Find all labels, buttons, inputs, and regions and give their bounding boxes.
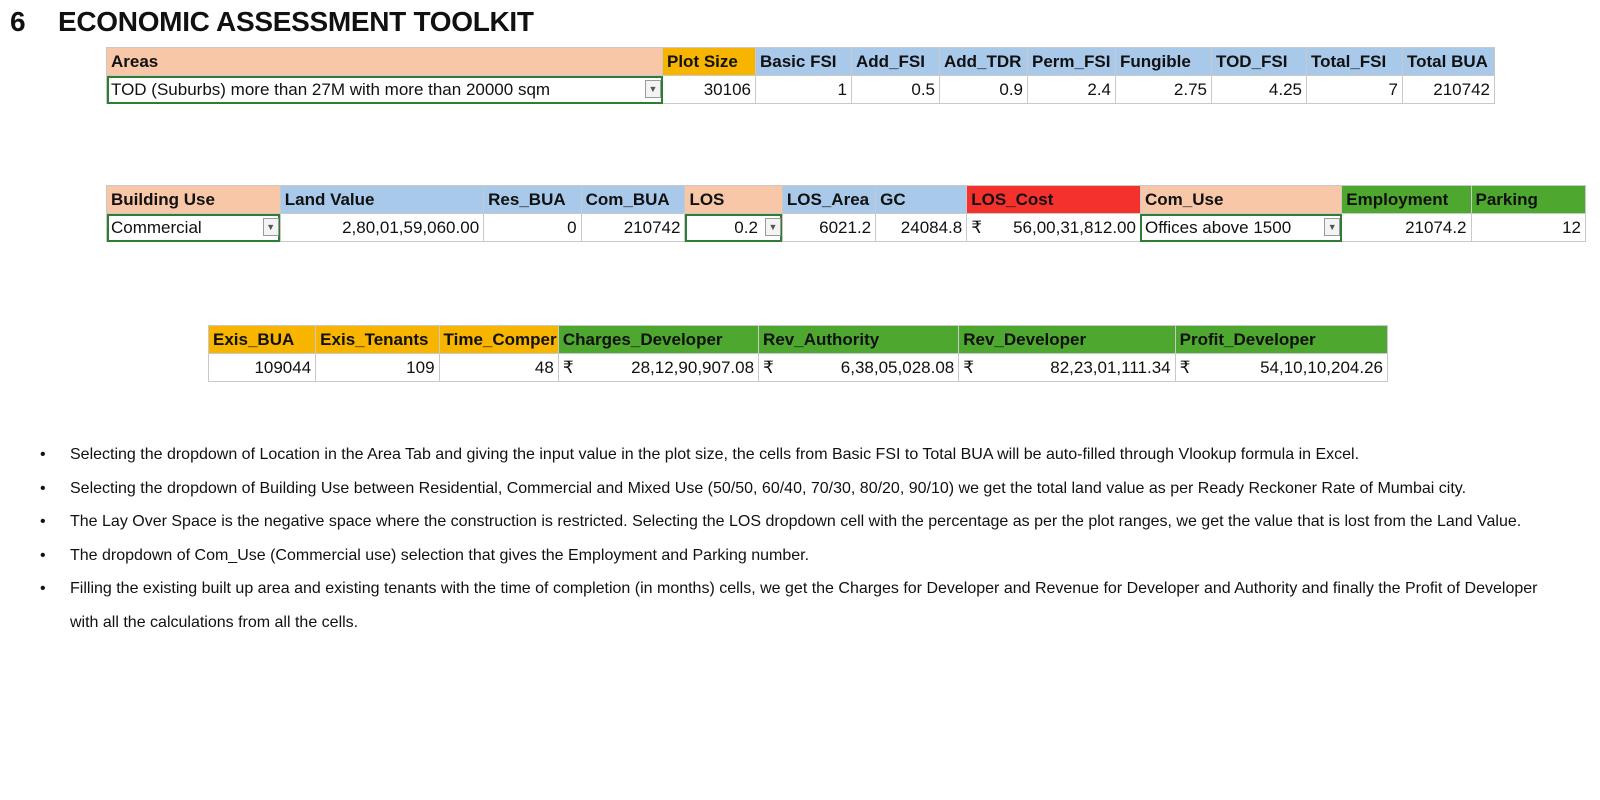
instructions-list xyxy=(40,438,1540,639)
areas-value: TOD (Suburbs) more than 27M with more than 20000 sqm xyxy=(111,79,551,99)
note-text: Selecting the dropdown of Location in the Area Tab and giving the input value in the plot size, the cells from Basic FSI to Total BUA will be auto-filled through Vlookup formula in Excel. xyxy=(70,446,1360,463)
building-use-value: Commercial xyxy=(111,217,202,237)
header-add-tdr: Add_TDR xyxy=(940,48,1028,76)
header-exis-tenants: Exis_Tenants xyxy=(316,326,439,354)
res-bua-cell: 0 xyxy=(484,214,581,242)
list-item xyxy=(40,472,1540,506)
bullet-icon: • xyxy=(40,513,46,530)
rupee-symbol: ₹ xyxy=(1179,357,1191,377)
developer-profit-table xyxy=(208,325,1388,382)
com-bua-cell: 210742 xyxy=(581,214,685,242)
los-value: 0.2 xyxy=(734,217,758,237)
section-number: 6 xyxy=(10,6,26,37)
rev-developer-value: 82,23,01,111.34 xyxy=(1050,357,1171,377)
header-exis-bua: Exis_BUA xyxy=(209,326,316,354)
list-item xyxy=(40,505,1540,539)
bullet-icon: • xyxy=(40,446,46,463)
areas-dropdown-cell[interactable] xyxy=(107,76,663,104)
los-dropdown-cell[interactable] xyxy=(685,214,782,242)
time-completion-input[interactable]: 48 xyxy=(439,354,558,382)
rupee-symbol: ₹ xyxy=(963,357,975,377)
chevron-down-icon[interactable]: ▼ xyxy=(1324,218,1340,236)
table-row xyxy=(107,214,1586,242)
tod-fsi-cell: 4.25 xyxy=(1212,76,1307,104)
header-res-bua: Res_BUA xyxy=(484,186,581,214)
header-plot-size: Plot Size xyxy=(663,48,756,76)
add-fsi-cell: 0.5 xyxy=(852,76,940,104)
header-los: LOS xyxy=(685,186,782,214)
table-row xyxy=(107,76,1495,104)
header-rev-developer: Rev_Developer xyxy=(959,326,1175,354)
header-fungible: Fungible xyxy=(1116,48,1212,76)
list-item xyxy=(40,539,1540,573)
land-value-cell: 2,80,01,59,060.00 xyxy=(280,214,483,242)
note-text: The dropdown of Com_Use (Commercial use) selection that gives the Employment and Parking number. xyxy=(70,546,810,564)
rupee-symbol: ₹ xyxy=(971,217,983,237)
header-time-completion: Time_Comper xyxy=(439,326,558,354)
list-item xyxy=(40,438,1540,472)
header-com-bua: Com_BUA xyxy=(581,186,685,214)
exis-tenants-input[interactable]: 109 xyxy=(316,354,439,382)
bullet-icon: • xyxy=(40,580,46,597)
total-bua-cell: 210742 xyxy=(1403,76,1495,104)
profit-developer-cell xyxy=(1175,354,1387,382)
chevron-down-icon[interactable]: ▼ xyxy=(765,218,781,236)
header-los-area: LOS_Area xyxy=(782,186,875,214)
los-cost-value: 56,00,31,812.00 xyxy=(1013,217,1136,237)
rev-authority-value: 6,38,05,028.08 xyxy=(840,357,955,377)
los-cost-cell xyxy=(967,214,1141,242)
fungible-cell: 2.75 xyxy=(1116,76,1212,104)
header-charges-developer: Charges_Developer xyxy=(558,326,758,354)
header-building-use: Building Use xyxy=(107,186,281,214)
com-use-value: Offices above 1500 xyxy=(1144,217,1292,237)
com-use-dropdown-cell[interactable] xyxy=(1140,214,1341,242)
note-text: Selecting the dropdown of Building Use between Residential, Commercial and Mixed Use (50/50, 60/40, 70/30, 80/20, 90/10) we get the total land value as per Ready Reckoner Rate of Mumbai city. xyxy=(70,479,1467,497)
header-total-bua: Total BUA xyxy=(1403,48,1495,76)
bullet-icon: • xyxy=(40,546,46,564)
header-tod-fsi: TOD_FSI xyxy=(1212,48,1307,76)
chevron-down-icon[interactable]: ▼ xyxy=(645,80,661,98)
chevron-down-icon[interactable]: ▼ xyxy=(263,218,279,236)
header-perm-fsi: Perm_FSI xyxy=(1028,48,1116,76)
charges-developer-value: 28,12,90,907.08 xyxy=(631,357,755,377)
perm-fsi-cell: 2.4 xyxy=(1028,76,1116,104)
header-parking: Parking xyxy=(1471,186,1585,214)
charges-developer-cell xyxy=(558,354,758,382)
page-title xyxy=(10,6,534,38)
list-item xyxy=(40,572,1540,639)
los-area-cell: 6021.2 xyxy=(782,214,875,242)
land-value-table xyxy=(106,185,1586,242)
rupee-symbol: ₹ xyxy=(562,357,574,377)
total-fsi-cell: 7 xyxy=(1307,76,1403,104)
header-com-use: Com_Use xyxy=(1140,186,1341,214)
bullet-icon: • xyxy=(40,479,46,497)
table-header-row xyxy=(107,186,1586,214)
rev-authority-cell xyxy=(759,354,959,382)
profit-developer-value: 54,10,10,204.26 xyxy=(1260,357,1383,377)
note-text: The Lay Over Space is the negative space where the construction is restricted. Selecting the LOS dropdown cell with the percentage as per the plot ranges, we get the value that is lost from the Land Value. xyxy=(70,513,1522,530)
header-profit-developer: Profit_Developer xyxy=(1175,326,1387,354)
header-total-fsi: Total_FSI xyxy=(1307,48,1403,76)
header-basic-fsi: Basic FSI xyxy=(756,48,852,76)
rupee-symbol: ₹ xyxy=(763,357,774,377)
basic-fsi-cell: 1 xyxy=(756,76,852,104)
header-gc: GC xyxy=(876,186,967,214)
employment-cell: 21074.2 xyxy=(1342,214,1471,242)
header-rev-authority: Rev_Authority xyxy=(759,326,959,354)
header-add-fsi: Add_FSI xyxy=(852,48,940,76)
exis-bua-input[interactable]: 109044 xyxy=(209,354,316,382)
parking-cell: 12 xyxy=(1471,214,1585,242)
section-title: ECONOMIC ASSESSMENT TOOLKIT xyxy=(58,6,534,37)
area-fsi-table xyxy=(106,47,1495,104)
table-header-row xyxy=(107,48,1495,76)
rev-developer-cell xyxy=(959,354,1175,382)
header-areas: Areas xyxy=(107,48,663,76)
gc-cell: 24084.8 xyxy=(876,214,967,242)
note-text: Filling the existing built up area and existing tenants with the time of completion (in months) cells, we get the Charges for Developer and Revenue for Developer and Authority and finally the Profit of Developer with all the calculations from all the cells. xyxy=(70,580,1538,631)
plot-size-input[interactable]: 30106 xyxy=(663,76,756,104)
building-use-dropdown-cell[interactable] xyxy=(107,214,281,242)
header-employment: Employment xyxy=(1342,186,1471,214)
header-land-value: Land Value xyxy=(280,186,483,214)
add-tdr-cell: 0.9 xyxy=(940,76,1028,104)
table-row xyxy=(209,354,1388,382)
table-header-row xyxy=(209,326,1388,354)
header-los-cost: LOS_Cost xyxy=(967,186,1141,214)
